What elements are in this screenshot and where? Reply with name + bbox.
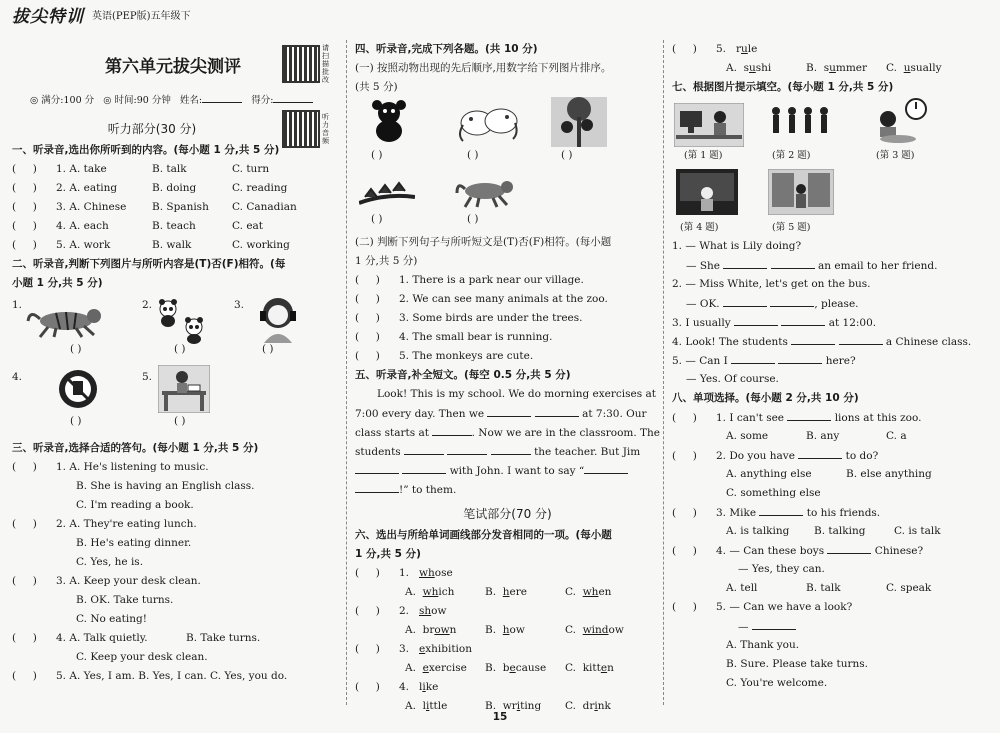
- section-7-title: 七、根据图片提示填空。(每小题 1 分,共 5 分): [672, 81, 894, 93]
- option-b[interactable]: B. Spanish: [152, 201, 209, 213]
- list-item: [355, 309, 660, 328]
- pic-label: 3.: [234, 299, 245, 311]
- list-item: [12, 160, 342, 179]
- answer-paren[interactable]: ( ): [355, 605, 380, 617]
- question-text: 1. I can't see: [716, 412, 785, 424]
- section-4-sub2-cont: 1 分,共 5 分): [355, 255, 418, 267]
- bear-picture: [369, 99, 409, 143]
- section-4-sub2: (二) 判断下列句子与所听短文是(T)否(F)相符。(每小题: [355, 236, 612, 248]
- answer-paren[interactable]: ( ): [355, 643, 380, 655]
- option[interactable]: A. little: [405, 700, 448, 712]
- option-row: [355, 583, 660, 602]
- question-text: — OK.: [686, 298, 720, 310]
- question-text: an email to her friend.: [818, 260, 938, 272]
- list-item: [355, 564, 660, 583]
- question-text: —: [738, 621, 749, 633]
- answer-blank[interactable]: [752, 617, 796, 630]
- tiger-picture: [455, 173, 515, 209]
- page-number: 15: [492, 711, 508, 723]
- answer-paren[interactable]: ( ): [672, 450, 697, 462]
- item-number: 2.: [399, 605, 410, 617]
- students-line-picture: [768, 103, 834, 147]
- answer-paren[interactable]: ( ): [672, 507, 697, 519]
- section-4-statement-list: [355, 271, 660, 366]
- target-word: like: [419, 681, 439, 693]
- answer-blank[interactable]: [402, 461, 446, 474]
- answer-paren[interactable]: ( ): [371, 213, 383, 225]
- answer-paren[interactable]: ( ): [355, 274, 380, 286]
- list-item: [12, 217, 342, 236]
- option-c[interactable]: C. Canadian: [232, 201, 297, 213]
- option-line: 4. A. Talk quietly.: [56, 632, 148, 644]
- writing-part-heading: 笔试部分(70 分): [463, 507, 552, 521]
- option-line: B. OK. Take turns.: [76, 594, 174, 606]
- list-item: [355, 640, 660, 659]
- statement-text: 1. There is a park near our village.: [399, 274, 584, 286]
- section-7-questions: [672, 237, 990, 389]
- target-word: exhibition: [419, 643, 473, 655]
- listening-part-heading: 听力部分(30 分): [107, 122, 197, 136]
- section-2-title: 二、听录音,判断下列图片与所听内容是(T)否(F)相符。(每: [12, 258, 286, 270]
- option[interactable]: B. writing: [485, 700, 542, 712]
- answer-paren[interactable]: ( ): [12, 220, 37, 232]
- answer-blank[interactable]: [734, 313, 778, 326]
- answer-paren[interactable]: ( ): [70, 343, 82, 355]
- library-picture: [768, 169, 834, 215]
- answer-paren[interactable]: ( ): [12, 163, 37, 175]
- option[interactable]: C. drink: [565, 700, 611, 712]
- section-2-title-cont: 小题 1 分,共 5 分): [12, 277, 103, 289]
- option[interactable]: A. sushi: [726, 62, 772, 74]
- answer-paren[interactable]: ( ): [355, 312, 380, 324]
- boy-lunch-clock-picture: [868, 97, 930, 147]
- item-number: 1.: [399, 567, 410, 579]
- option[interactable]: B. here: [485, 586, 527, 598]
- section-5-title: 五、听录音,补全短文。(每空 0.5 分,共 5 分): [355, 369, 571, 381]
- question-text: 5. — Can we have a look?: [716, 601, 853, 613]
- option[interactable]: C. You're welcome.: [726, 677, 828, 689]
- option-line: B. Take turns.: [186, 632, 261, 644]
- picture-caption: (第 1 题): [684, 150, 723, 161]
- passage-line: the teacher. But Jim: [534, 446, 641, 458]
- answer-blank[interactable]: [355, 461, 399, 474]
- section-6-title-cont: 1 分,共 5 分): [355, 548, 421, 560]
- answer-paren[interactable]: ( ): [467, 213, 479, 225]
- answer-paren[interactable]: ( ): [672, 43, 697, 55]
- option[interactable]: C. kitten: [565, 662, 614, 674]
- question-text: 3. Mike: [716, 507, 757, 519]
- question-text: — Yes. Of course.: [686, 373, 779, 385]
- section-1-list: [12, 160, 342, 255]
- question-text: 4. Look! The students: [672, 336, 788, 348]
- brand-logo: 拔尖特训: [12, 7, 84, 27]
- girl-headphones-picture: [254, 295, 302, 343]
- column-divider: [663, 40, 664, 705]
- question-text: — Yes, they can.: [738, 563, 825, 575]
- option[interactable]: B. because: [485, 662, 547, 674]
- question-text: , please.: [814, 298, 859, 310]
- answer-blank[interactable]: [791, 332, 835, 345]
- answer-blank[interactable]: [404, 442, 444, 455]
- answer-paren[interactable]: ( ): [12, 239, 37, 251]
- answer-paren[interactable]: ( ): [12, 518, 37, 530]
- elephants-picture: [457, 101, 519, 143]
- passage-line: Look! This is my school. We do morning exercises at: [377, 388, 656, 400]
- passage-line: !” to them.: [399, 484, 457, 496]
- subject-label: 英语(PEP版)五年级下: [92, 11, 191, 22]
- option-b[interactable]: B. talk: [152, 163, 187, 175]
- answer-paren[interactable]: ( ): [355, 681, 380, 693]
- statement-text: 2. We can see many animals at the zoo.: [399, 293, 608, 305]
- option-a[interactable]: 5. A. work: [56, 239, 111, 251]
- question-text: at 12:00.: [828, 317, 877, 329]
- column-left: [12, 120, 342, 705]
- header: [12, 2, 191, 27]
- option[interactable]: A. is talking: [726, 525, 790, 537]
- item-number: 3.: [399, 643, 410, 655]
- option-b[interactable]: B. doing: [152, 182, 197, 194]
- answer-paren[interactable]: ( ): [12, 575, 37, 587]
- list-item: [355, 602, 660, 621]
- list-item: [355, 678, 660, 697]
- option[interactable]: C. is talk: [894, 525, 941, 537]
- girl-reading-picture: [158, 365, 210, 413]
- pic-label: 2.: [142, 299, 153, 311]
- section-8-title: 八、单项选择。(每小题 2 分,共 10 分): [672, 392, 859, 404]
- option[interactable]: A. tell: [726, 582, 758, 594]
- answer-blank[interactable]: [798, 446, 842, 459]
- qr-caption: 听力音频: [322, 113, 329, 145]
- monkeys-picture: [551, 97, 607, 147]
- section-6-list: [355, 564, 660, 716]
- list-item: [355, 347, 660, 366]
- option-line: 1. A. He's listening to music.: [56, 461, 209, 473]
- answer-paren[interactable]: ( ): [672, 412, 697, 424]
- answer-blank[interactable]: [355, 480, 399, 493]
- option[interactable]: B. how: [485, 624, 525, 636]
- option[interactable]: C. when: [565, 586, 612, 598]
- list-item: [355, 271, 660, 290]
- answer-blank[interactable]: [827, 541, 871, 554]
- chinese-class-picture: [676, 169, 738, 215]
- option-a[interactable]: 4. A. each: [56, 220, 109, 232]
- answer-blank[interactable]: [778, 351, 822, 364]
- question-text: here?: [825, 355, 856, 367]
- answer-paren[interactable]: ( ): [12, 670, 37, 682]
- question-text: 4. — Can these boys: [716, 545, 825, 557]
- question-text: Chinese?: [874, 545, 924, 557]
- option[interactable]: A. anything else: [726, 468, 812, 480]
- answer-blank[interactable]: [535, 404, 579, 417]
- answer-blank[interactable]: [787, 408, 831, 421]
- option-line: C. No eating!: [76, 613, 147, 625]
- answer-blank[interactable]: [731, 351, 775, 364]
- item-number: 4.: [399, 681, 410, 693]
- pic-label: 4.: [12, 371, 23, 383]
- option-line: C. Yes, he is.: [76, 556, 144, 568]
- qr-caption: 请扫描批改: [322, 44, 329, 84]
- answer-paren[interactable]: ( ): [12, 201, 37, 213]
- tiger-picture: [26, 299, 106, 339]
- statement-text: 4. The small bear is running.: [399, 331, 553, 343]
- option-line: C. I'm reading a book.: [76, 499, 194, 511]
- passage-line: with John. I want to say “: [449, 465, 585, 477]
- page-title: 第六单元拔尖测评: [105, 57, 241, 77]
- column-middle: [355, 40, 660, 712]
- passage-line: class starts at: [355, 427, 429, 439]
- section-4-sub1-cont: (共 5 分): [355, 81, 398, 93]
- option[interactable]: C. window: [565, 624, 624, 636]
- question-text: 2. Do you have: [716, 450, 795, 462]
- answer-paren[interactable]: ( ): [355, 567, 380, 579]
- option-row: [355, 659, 660, 678]
- full-score: ◎ 满分:100 分: [30, 95, 95, 106]
- section-2-pictures: [12, 293, 342, 439]
- answer-blank[interactable]: [487, 404, 531, 417]
- birds-picture: [359, 173, 415, 213]
- answer-blank[interactable]: [491, 442, 531, 455]
- option-line: C. Keep your desk clean.: [76, 651, 208, 663]
- list-item: [12, 179, 342, 198]
- option[interactable]: A. brown: [405, 624, 457, 636]
- option-c[interactable]: C. eat: [232, 220, 264, 232]
- answer-blank[interactable]: [432, 423, 471, 436]
- option[interactable]: A. some: [726, 430, 769, 442]
- girl-computer-picture: [674, 103, 744, 147]
- option-row: [355, 621, 660, 640]
- section-8-list: [672, 408, 990, 693]
- section-3-title: 三、听录音,选择合适的答句。(每小题 1 分,共 5 分): [12, 442, 259, 454]
- answer-paren[interactable]: ( ): [355, 293, 380, 305]
- section-1-title: 一、听录音,选出你所听到的内容。(每小题 1 分,共 5 分): [12, 144, 280, 156]
- answer-blank[interactable]: [584, 461, 628, 474]
- option[interactable]: B. else anything: [846, 468, 932, 480]
- option-line: 2. A. They're eating lunch.: [56, 518, 197, 530]
- question-text: 2. — Miss White, let's get on the bus.: [672, 278, 871, 290]
- picture-caption: (第 3 题): [876, 150, 915, 161]
- answer-paren[interactable]: ( ): [672, 601, 697, 613]
- option[interactable]: B. talking: [814, 525, 866, 537]
- answer-paren[interactable]: ( ): [672, 545, 697, 557]
- section-4-sub1: (一) 按照动物出现的先后顺序,用数字给下列图片排序。: [355, 62, 612, 74]
- option-row: [672, 59, 990, 78]
- option[interactable]: A. exercise: [405, 662, 467, 674]
- option-c[interactable]: C. working: [232, 239, 290, 251]
- passage-line: at 7:30. Our: [582, 408, 647, 420]
- option[interactable]: B. summer: [806, 62, 868, 74]
- section-4-pictures: [355, 97, 660, 233]
- section-3-list: [12, 458, 342, 686]
- answer-paren[interactable]: ( ): [355, 331, 380, 343]
- answer-blank[interactable]: [839, 332, 883, 345]
- picture-caption: (第 2 题): [772, 150, 811, 161]
- option-line: 5. A. Yes, I am. B. Yes, I can. C. Yes, you do.: [56, 670, 288, 682]
- answer-blank[interactable]: [759, 503, 803, 516]
- answer-blank[interactable]: [723, 256, 767, 269]
- qr-code-icon: [282, 45, 320, 83]
- passage-line: 7:00 every day. Then we: [355, 408, 485, 420]
- picture-caption: (第 4 题): [680, 222, 719, 233]
- list-item: [355, 328, 660, 347]
- statement-text: 3. Some birds are under the trees.: [399, 312, 583, 324]
- name-label: 姓名:: [179, 95, 203, 106]
- answer-paren[interactable]: ( ): [467, 149, 479, 161]
- option[interactable]: B. any: [806, 430, 840, 442]
- score-label: 得分:: [251, 95, 274, 106]
- question-text: 1. — What is Lily doing?: [672, 240, 802, 252]
- answer-paren[interactable]: ( ): [12, 461, 37, 473]
- option-a[interactable]: 3. A. Chinese: [56, 201, 127, 213]
- answer-blank[interactable]: [447, 442, 487, 455]
- list-item: [12, 198, 342, 217]
- pic-label: 5.: [142, 371, 153, 383]
- question-text: to his friends.: [806, 507, 881, 519]
- target-word: 5. rule: [716, 43, 758, 55]
- passage-line: students: [355, 446, 401, 458]
- answer-blank[interactable]: [771, 256, 815, 269]
- option-b[interactable]: B. walk: [152, 239, 192, 251]
- section-7-pictures: [672, 97, 990, 237]
- answer-paren[interactable]: ( ): [262, 343, 274, 355]
- answer-blank[interactable]: [723, 294, 767, 307]
- name-field[interactable]: [202, 90, 242, 103]
- option-c[interactable]: C. reading: [232, 182, 288, 194]
- option[interactable]: A. which: [405, 586, 455, 598]
- option[interactable]: C. a: [886, 430, 907, 442]
- question-text: lions at this zoo.: [834, 412, 922, 424]
- answer-paren[interactable]: ( ): [174, 343, 186, 355]
- answer-paren[interactable]: ( ): [355, 350, 380, 362]
- option-a[interactable]: 1. A. take: [56, 163, 107, 175]
- pic-label: 1.: [12, 299, 23, 311]
- option[interactable]: B. Sure. Please take turns.: [726, 658, 868, 670]
- question-text: a Chinese class.: [885, 336, 972, 348]
- answer-paren[interactable]: ( ): [174, 415, 186, 427]
- option-a[interactable]: 2. A. eating: [56, 182, 118, 194]
- option-c[interactable]: C. turn: [232, 163, 270, 175]
- answer-paren[interactable]: ( ): [371, 149, 383, 161]
- question-text: — She: [686, 260, 721, 272]
- answer-paren[interactable]: ( ): [561, 149, 573, 161]
- question-text: 5. — Can I: [672, 355, 728, 367]
- option-line: B. She is having an English class.: [76, 480, 255, 492]
- no-eating-sign-picture: [54, 367, 102, 411]
- option-b[interactable]: B. teach: [152, 220, 196, 232]
- option[interactable]: A. Thank you.: [726, 639, 800, 651]
- column-divider: [346, 40, 347, 705]
- target-word: show: [419, 605, 447, 617]
- answer-paren[interactable]: ( ): [12, 632, 37, 644]
- option-line: B. He's eating dinner.: [76, 537, 192, 549]
- section-4-title: 四、听录音,完成下列各题。(共 10 分): [355, 43, 538, 55]
- list-item: [12, 236, 342, 255]
- question-text: 3. I usually: [672, 317, 731, 329]
- passage-line: . Now we are in the classroom. The: [471, 427, 660, 439]
- statement-text: 5. The monkeys are cute.: [399, 350, 534, 362]
- option[interactable]: C. something else: [726, 487, 821, 499]
- answer-paren[interactable]: ( ): [70, 415, 82, 427]
- question-text: to do?: [845, 450, 879, 462]
- list-item: [355, 290, 660, 309]
- answer-paren[interactable]: ( ): [12, 182, 37, 194]
- target-word: whose: [419, 567, 453, 579]
- section-6-title: 六、选出与所给单词画线部分发音相同的一项。(每小题: [355, 529, 612, 541]
- option[interactable]: C. usually: [886, 62, 942, 74]
- score-field[interactable]: [273, 90, 313, 103]
- column-right: [672, 40, 990, 705]
- pandas-picture: [152, 297, 212, 345]
- option[interactable]: C. speak: [886, 582, 932, 594]
- answer-blank[interactable]: [781, 313, 825, 326]
- option[interactable]: B. talk: [806, 582, 841, 594]
- time-limit: ◎ 时间:90 分钟: [103, 95, 171, 106]
- answer-blank[interactable]: [770, 294, 814, 307]
- qr-code-grading[interactable]: [282, 44, 331, 84]
- option-line: 3. A. Keep your desk clean.: [56, 575, 201, 587]
- picture-caption: (第 5 题): [772, 222, 811, 233]
- exam-meta: [30, 90, 313, 106]
- passage: [355, 385, 660, 499]
